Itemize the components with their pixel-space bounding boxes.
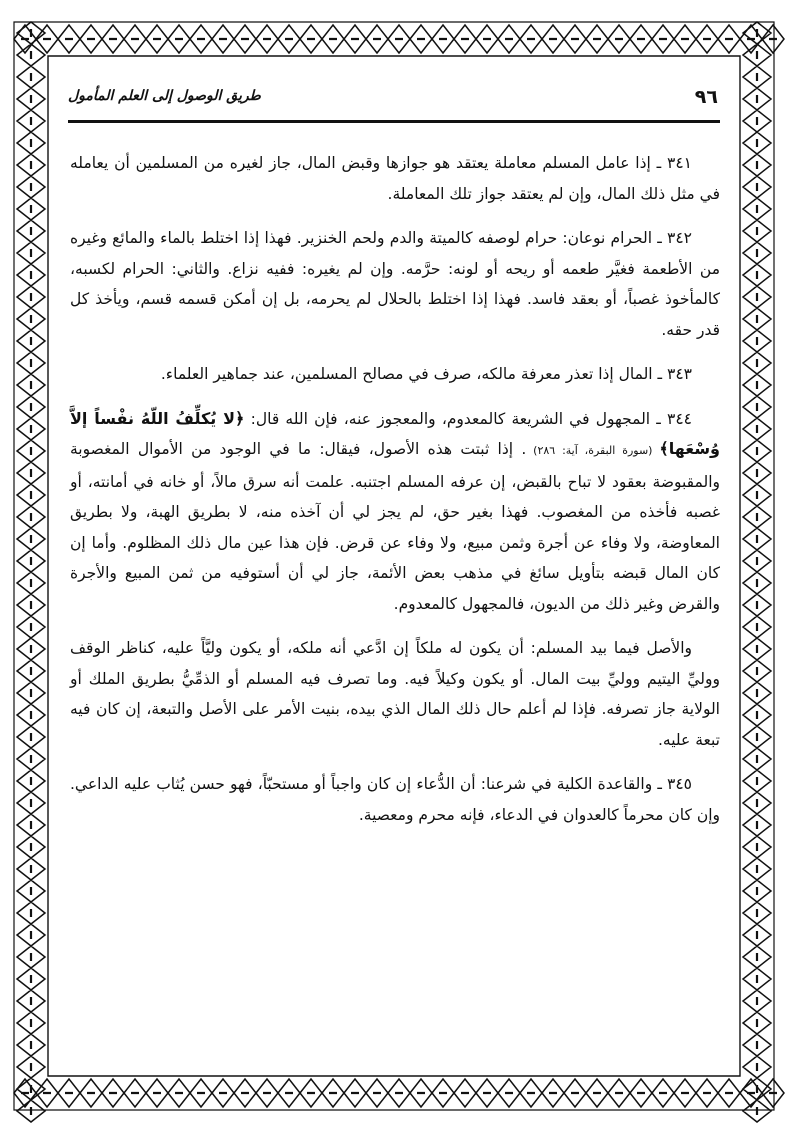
- main-text: [70, 148, 720, 844]
- running-title: طريق الوصول إلى العلم المأمول: [68, 88, 261, 104]
- paragraph-343: ٣٤٣ ـ المال إذا تعذر معرفة مالكه، صرف في مصالح المسلمين، عند جماهير العلماء.: [160, 365, 692, 383]
- header-rule: [68, 120, 720, 123]
- paragraph-344-body: . إذا ثبتت هذه الأصول، فيقال: ما في الوجود من الأموال المغصوبة والمقبوضة بعقود لا تباح بالقبض، إن عرفه المسلم اجتنبه. علمت أنه سرق مالاً، أو خانه في أمانته، أو غصبه فأخذه من المغصوب. فهذا بغير حق، لم يجز لي أن آخذه منه، لا بطريق الهبة، ولا بطريق المعاوضة، ولا وفاء عن أجرة وثمن مبيع، ولا وفاء عن قرض. فإن هذا عين مال ذلك المظلوم. وأما إن كان المال قبضه بتأويل سائغ في مذهب بعض الأئمة، جاز لي أن أستوفيه من ثمن المبيع والأجرة والقرض وغير ذلك من الديون، فالمجهول كالمعدوم.: [70, 440, 720, 613]
- paragraph-ownership: والأصل فيما بيد المسلم: أن يكون له ملكاً إن ادَّعي أنه ملكه، أو يكون وليَّاً عليه، كناظر الوقف ووليِّ اليتيم ووليِّ بيت المال. أو يكون وكيلاً فيه. وما تصرف فيه المسلم أو الذمِّيُّ بطريق الملك أو الولاية جاز تصرفه. فإذا لم أعلم حال ذلك المال الذي بيده، بنيت الأمر على الأصل والتبعة، إن كان فيه تبعة عليه.: [70, 639, 720, 749]
- paragraph-342: ٣٤٢ ـ الحرام نوعان: حرام لوصفه كالميتة والدم ولحم الخنزير. فهذا إذا اختلط بالماء والمائع وغيره من الأطعمة فغيَّر طعمه أو ريحه أو لونه: حرَّمه. وإن لم يغيره: ففيه نزاع. والثاني: الحرام لكسبه، كالمأخوذ غصباً، أو بعقد فاسد. فهذا إذا اختلط بالحلال لم يحرمه، بل إن أمكن قسمه قسم، ويأخذ كل قدر حقه.: [70, 229, 720, 339]
- quran-verse: ﴿لا يُكلِّفُ اللّهُ نفْساً إلاَّ وُسْعَها﴾: [70, 408, 720, 458]
- page-header: [68, 84, 718, 110]
- paragraph-344-intro: ٣٤٤ ـ المجهول في الشريعة كالمعدوم، والمعجوز عنه، فإن الله قال:: [244, 409, 693, 428]
- paragraph-345: ٣٤٥ ـ والقاعدة الكلية في شرعنا: أن الدُّعاء إن كان واجباً أو مستحبّاً، فهو حسن يُثاب عليه الداعي. وإن كان محرماً كالعدوان في الدعاء، فإنه محرم ومعصية.: [70, 775, 720, 824]
- paragraph-344: [70, 404, 720, 620]
- paragraph-341: ٣٤١ ـ إذا عامل المسلم معاملة يعتقد هو جوازها وقبض المال، جاز لغيره من المسلمين أن يعامله في مثل ذلك المال، وإن لم يعتقد جواز تلك المعاملة.: [70, 154, 720, 203]
- page-number: ٩٦: [694, 86, 718, 108]
- verse-reference: (سورة البقرة، آية: ٢٨٦): [526, 444, 660, 457]
